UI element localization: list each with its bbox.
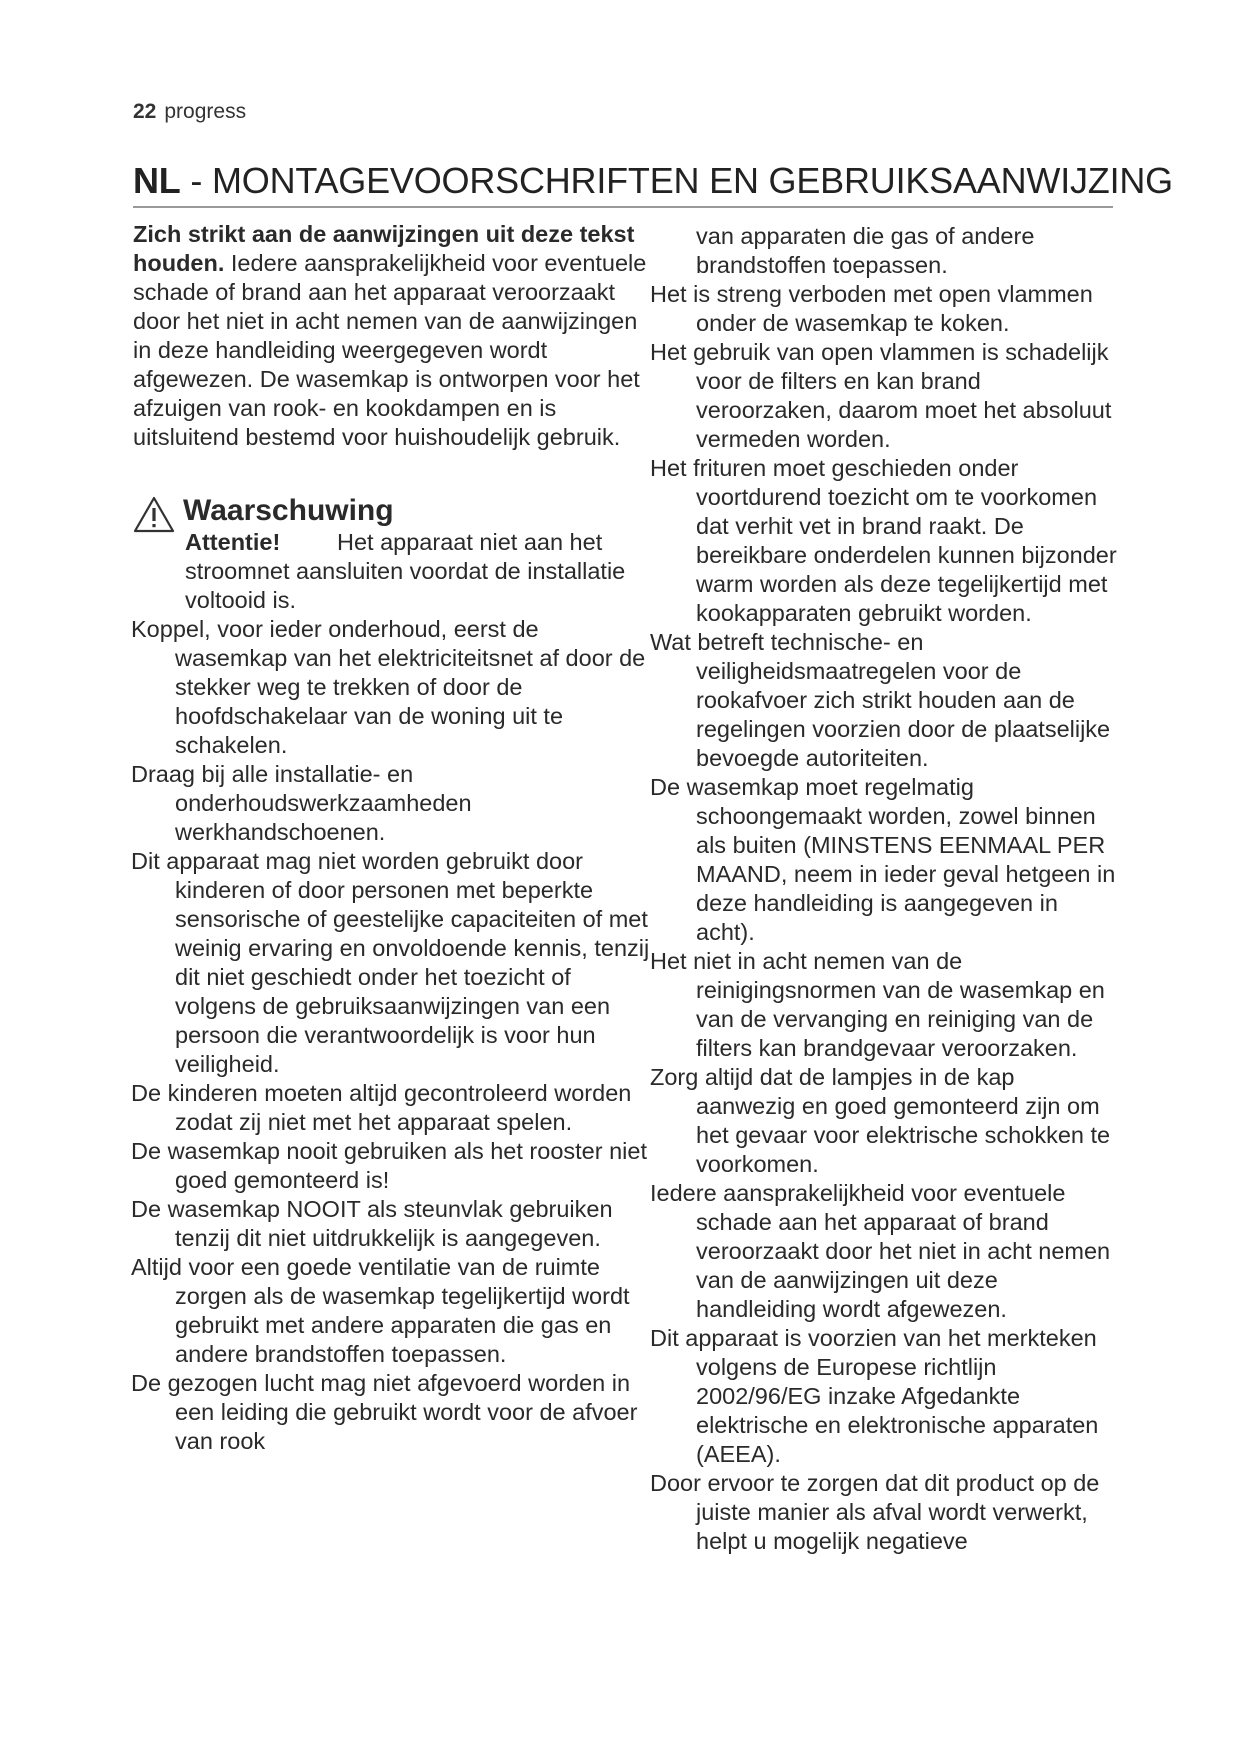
list-item: Zorg altijd dat de lampjes in de kap aanwezig en goed gemonteerd zijn om het gevaar voor elektrische schokken te voorkomen. bbox=[650, 1064, 1111, 1177]
list-item: De wasemkap nooit gebruiken als het rooster niet goed gemonteerd is! bbox=[131, 1138, 647, 1193]
list-item: Het niet in acht nemen van de reinigingsnormen van de wasemkap en van de vervanging en reiniging van de filters kan brandgevaar veroorzaken. bbox=[650, 948, 1105, 1061]
list-item: De gezogen lucht mag niet afgevoerd worden in een leiding die gebruikt wordt voor de afvoer van rook bbox=[131, 1370, 638, 1454]
list-item: De wasemkap moet regelmatig schoongemaakt worden, zowel binnen als buiten (MINSTENS EENMAAL PER MAAND, neem in ieder geval hetgeen in deze handleiding is aangegeven in acht). bbox=[650, 774, 1116, 945]
warning-title: Waarschuwing bbox=[183, 494, 394, 527]
list-item: Altijd voor een goede ventilatie van de ruimte zorgen als de wasemkap tegelijkertijd wordt gebruikt met andere apparaten die gas en andere brandstoffen toepassen. bbox=[131, 1254, 630, 1367]
attention-text: Het apparaat niet aan het stroomnet aansluiten voordat de installatie voltooid is. bbox=[185, 529, 626, 613]
list-item: Het gebruik van open vlammen is schadelijk voor de filters en kan brand veroorzaken, daarom moet het absoluut vermeden worden. bbox=[650, 339, 1112, 452]
attention-label: Attentie! bbox=[185, 529, 281, 555]
brand-name: progress bbox=[164, 100, 247, 123]
list-item: Het frituren moet geschieden onder voortdurend toezicht om te voorkomen dat verhit vet in brand raakt. De bereikbare onderdelen kunnen bijzonder warm worden als deze tegelijkertijd met kookapparaten gebruikt worden. bbox=[650, 455, 1117, 626]
right-column bbox=[650, 222, 1120, 1556]
list-item: Het is streng verboden met open vlammen onder de wasemkap te koken. bbox=[650, 281, 1093, 336]
list-item: Koppel, voor ieder onderhoud, eerst de wasemkap van het elektriciteitsnet af door de stekker weg te trekken of door de hoofdschakelaar van de woning uit te schakelen. bbox=[131, 616, 646, 758]
left-item-list bbox=[118, 615, 653, 1456]
attention-item bbox=[133, 528, 653, 615]
list-item: Dit apparaat is voorzien van het merkteken volgens de Europese richtlijn 2002/96/EG inzake Afgedankte elektrische en elektronische apparaten (AEEA). bbox=[650, 1325, 1099, 1467]
warning-heading bbox=[133, 494, 653, 528]
warning-triangle-icon bbox=[133, 496, 175, 534]
list-item: Wat betreft technische- en veiligheidsmaatregelen voor de rookafvoer zich strikt houden aan de regelingen voorzien door de plaatselijke bevoegde autoriteiten. bbox=[650, 629, 1111, 771]
intro-bold: Zich strikt aan de aanwijzingen uit deze tekst houden. bbox=[133, 221, 635, 276]
intro-paragraph bbox=[133, 220, 653, 452]
continued-text: van apparaten die gas of andere brandstoffen toepassen. bbox=[696, 223, 1035, 278]
intro-text: Iedere aansprakelijkheid voor eventuele schade of brand aan het apparaat veroorzaakt door het niet in acht nemen van de aanwijzingen in deze handleiding weergegeven wordt afgewezen. De wasemkap is ontworpen voor het afzuigen van rook- en kookdampen en is uitsluitend bestemd voor huishoudelijk gebruik. bbox=[133, 250, 647, 450]
list-item: Draag bij alle installatie- en onderhoudswerkzaamheden werkhandschoenen. bbox=[131, 761, 472, 845]
list-item: Dit apparaat mag niet worden gebruikt door kinderen of door personen met beperkte sensorische of geestelijke capaciteiten of met weinig ervaring en onvoldoende kennis, tenzij dit niet geschiedt onder het toezicht of volgens de gebruiksaanwijzingen van een persoon die verantwoordelijk is voor hun veiligheid. bbox=[131, 848, 650, 1077]
page-number: 22 bbox=[133, 100, 157, 123]
list-item: De wasemkap NOOIT als steunvlak gebruiken tenzij dit niet uitdrukkelijk is aangegeven. bbox=[131, 1196, 613, 1251]
language-code: NL bbox=[133, 160, 181, 201]
title-text: - MONTAGEVOORSCHRIFTEN EN GEBRUIKSAANWIJZING bbox=[180, 160, 1173, 201]
list-item: Door ervoor te zorgen dat dit product op de juiste manier als afval wordt verwerkt, helpt u mogelijk negatieve bbox=[650, 1470, 1100, 1554]
page-header bbox=[133, 100, 246, 124]
list-item: De kinderen moeten altijd gecontroleerd worden zodat zij niet met het apparaat spelen. bbox=[131, 1080, 632, 1135]
left-column bbox=[133, 220, 653, 1456]
right-item-list bbox=[650, 280, 1120, 1556]
list-item: Iedere aansprakelijkheid voor eventuele schade aan het apparaat of brand veroorzaakt door het niet in acht nemen van de aanwijzingen uit deze handleiding wordt afgewezen. bbox=[650, 1180, 1111, 1322]
page-title bbox=[133, 160, 1173, 208]
